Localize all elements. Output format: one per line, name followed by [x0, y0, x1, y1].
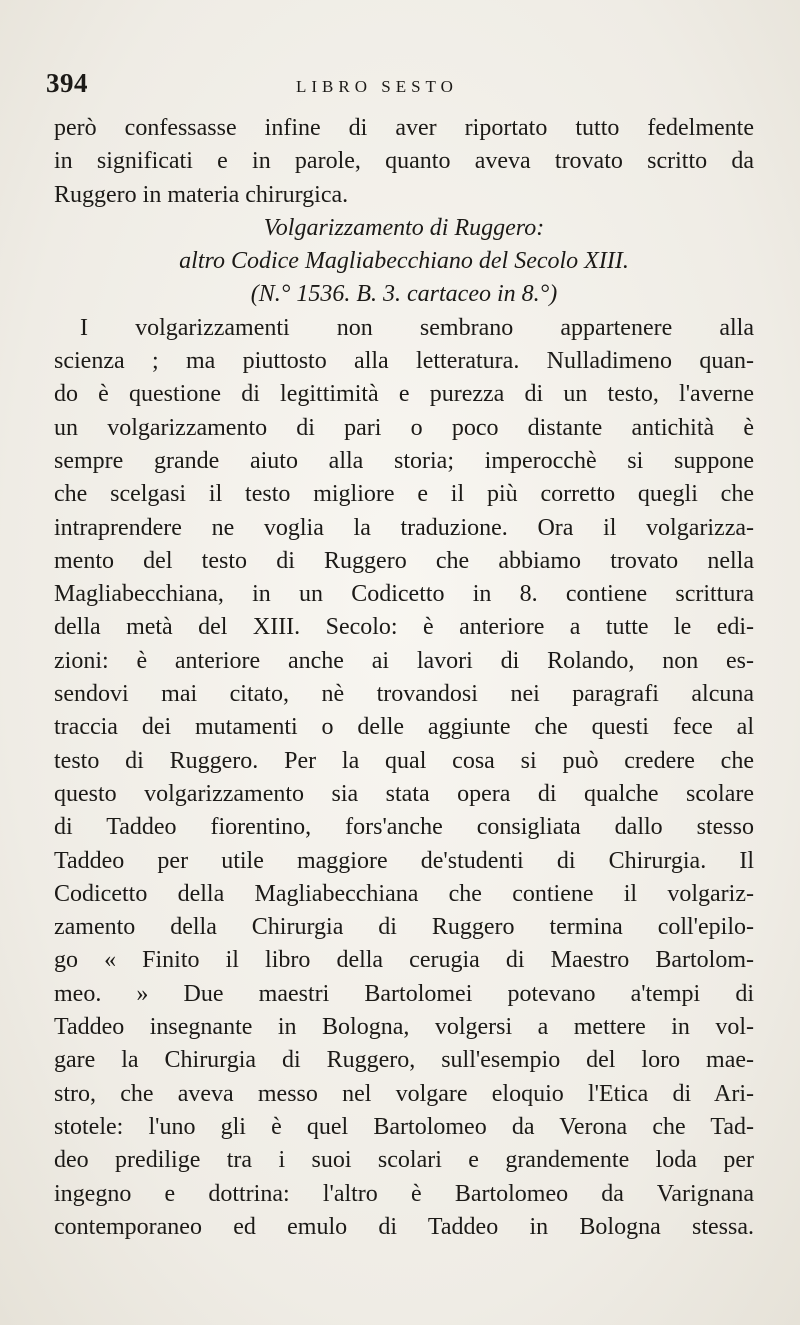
text-line: testo di Ruggero. Per la qual cosa si può credere che	[54, 747, 754, 774]
page-number: 394	[46, 68, 88, 98]
text-line: ingegno e dottrina: l'altro è Bartolomeo da Varignana	[54, 1180, 754, 1207]
text-line: stotele: l'uno gli è quel Bartolomeo da Verona che Tad-	[54, 1113, 754, 1140]
section-heading-subtitle: altro Codice Magliabecchiano del Secolo XIII.	[179, 248, 629, 275]
text-line: scienza ; ma piuttosto alla letteratura. Nulladimeno quan-	[54, 348, 754, 375]
text-line: mento del testo di Ruggero che abbiamo trovato nella	[54, 547, 754, 574]
text-line: Ruggero in materia chirurgica.	[54, 181, 349, 208]
text-line: di Taddeo fiorentino, fors'anche consigliata dallo stesso	[54, 814, 754, 841]
running-title: LIBRO SESTO	[296, 77, 458, 96]
text-line: do è questione di legittimità e purezza di un testo, l'averne	[54, 381, 754, 408]
text-line: I volgarizzamenti non sembrano appartenere alla	[80, 314, 754, 341]
text-line: zioni: è anteriore anche ai lavori di Rolando, non es-	[54, 647, 754, 674]
text-line: stro, che aveva messo nel volgare eloquio l'Etica di Ari-	[54, 1080, 754, 1107]
text-line: gare la Chirurgia di Ruggero, sull'esempio del loro mae-	[54, 1047, 754, 1074]
text-line: sempre grande aiuto alla storia; imperocchè si suppone	[54, 447, 754, 474]
body-text	[54, 112, 754, 1244]
text-line: go « Finito il libro della cerugia di Maestro Bartolom-	[54, 947, 754, 974]
text-line: però confessasse infine di aver riportato tutto fedelmente	[54, 115, 754, 141]
text-line: Magliabecchiana, in un Codicetto in 8. contiene scrittura	[54, 581, 754, 608]
text-line: che scelgasi il testo migliore e il più corretto quegli che	[54, 481, 754, 508]
section-heading-shelfmark: (N.° 1536. B. 3. cartaceo in 8.°)	[250, 281, 558, 308]
text-line: intraprendere ne voglia la traduzione. Ora il volgarizza-	[54, 514, 754, 541]
text-line: della metà del XIII. Secolo: è anteriore a tutte le edi-	[54, 614, 754, 641]
text-line: Codicetto della Magliabecchiana che contiene il volgariz-	[54, 880, 754, 907]
text-line: questo volgarizzamento sia stata opera di qualche scolare	[54, 780, 754, 807]
text-line: traccia dei mutamenti o delle aggiunte che questi fece al	[54, 714, 754, 741]
text-line: zamento della Chirurgia di Ruggero termina coll'epilo-	[54, 914, 754, 941]
running-head	[46, 68, 766, 102]
text-line: meo. » Due maestri Bartolomei potevano a'tempi di	[54, 980, 754, 1007]
text-line: Taddeo insegnante in Bologna, volgersi a mettere in vol-	[54, 1014, 754, 1041]
text-line: Taddeo per utile maggiore de'studenti di Chirurgia. Il	[54, 847, 754, 874]
text-line: deo predilige tra i suoi scolari e grandemente loda per	[54, 1147, 754, 1174]
text-line: contemporaneo ed emulo di Taddeo in Bologna stessa.	[54, 1213, 754, 1240]
text-line: in significati e in parole, quanto aveva trovato scritto da	[54, 148, 754, 175]
text-line: un volgarizzamento di pari o poco distante antichità è	[54, 414, 754, 441]
section-heading-title: Volgarizzamento di Ruggero:	[263, 214, 545, 241]
text-line: sendovi mai citato, nè trovandosi nei paragrafi alcuna	[54, 681, 754, 708]
